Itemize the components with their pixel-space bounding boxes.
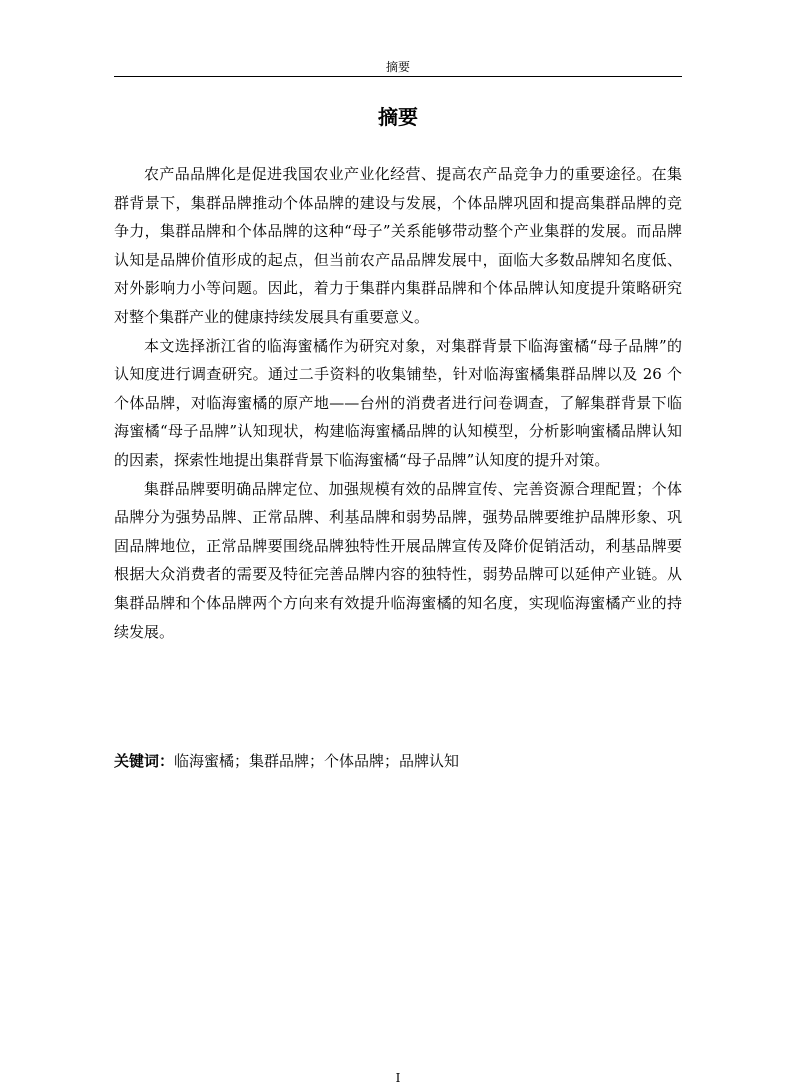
keywords-text: 临海蜜橘；集群品牌；个体品牌；品牌认知 <box>174 752 460 770</box>
abstract-body <box>114 160 682 646</box>
page-title: 摘要 <box>378 105 418 129</box>
abstract-paragraph-2: 本文选择浙江省的临海蜜橘作为研究对象，对集群背景下临海蜜橘“母子品牌”的认知度进行调查研究。通过二手资料的收集铺垫，针对临海蜜橘集群品牌以及 26 个个体品牌，对临海蜜橘的原产地——台州的消费者进行问卷调查，了解集群背景下临海蜜橘“母子品牌”认知现状，构建临海蜜橘品牌的认知模型，分析影响蜜橘品牌认知的因素，探索性地提出集群背景下临海蜜橘“母子品牌”认知度的提升对策。 <box>114 336 682 469</box>
abstract-paragraph-1: 农产品品牌化是促进我国农业产业化经营、提高农产品竞争力的重要途径。在集群背景下，集群品牌推动个体品牌的建设与发展，个体品牌巩固和提高集群品牌的竞争力，集群品牌和个体品牌的这种“母子”关系能够带动整个产业集群的发展。而品牌认知是品牌价值形成的起点，但当前农产品品牌发展中，面临大多数品牌知名度低、对外影响力小等问题。因此，着力于集群内集群品牌和个体品牌认知度提升策略研究对整个集群产业的健康持续发展具有重要意义。 <box>114 165 682 326</box>
running-header: 摘要 <box>385 60 410 74</box>
header-divider <box>114 76 682 77</box>
keywords-label: 关键词： <box>114 752 175 770</box>
page-number: I <box>395 1071 401 1085</box>
abstract-paragraph-3: 集群品牌要明确品牌定位、加强规模有效的品牌宣传、完善资源合理配置；个体品牌分为强势品牌、正常品牌、利基品牌和弱势品牌，强势品牌要维护品牌形象、巩固品牌地位，正常品牌要围绕品牌独特性开展品牌宣传及降价促销活动，利基品牌要根据大众消费者的需要及特征完善品牌内容的独特性，弱势品牌可以延伸产业链。从集群品牌和个体品牌两个方向来有效提升临海蜜橘的知名度，实现临海蜜橘产业的持续发展。 <box>114 479 682 641</box>
keywords-line <box>114 747 682 775</box>
